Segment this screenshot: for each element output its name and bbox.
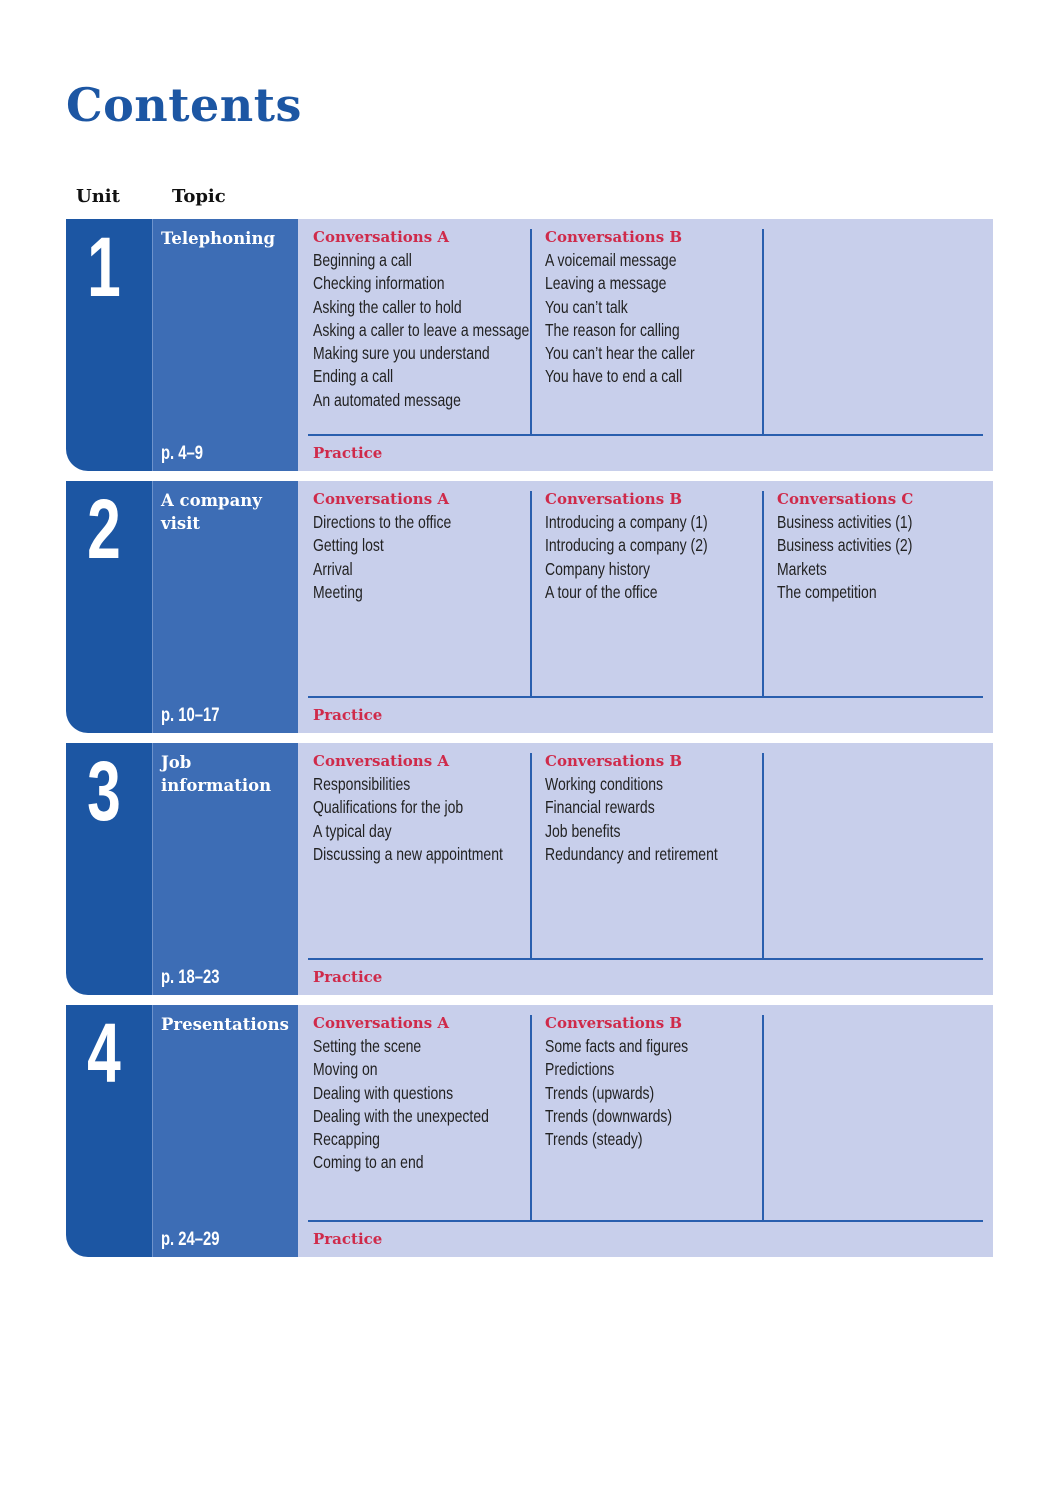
column-divider bbox=[530, 753, 532, 959]
conversation-item: Asking a caller to leave a message bbox=[313, 319, 530, 340]
conversation-list bbox=[545, 773, 767, 866]
conversation-item: The competition bbox=[777, 581, 877, 602]
conversation-item: A typical day bbox=[313, 820, 392, 841]
unit-number: 1 bbox=[87, 220, 121, 314]
conversations-column bbox=[777, 1015, 999, 1221]
conversation-item: An automated message bbox=[313, 389, 461, 410]
page-range: p. 18–23 bbox=[161, 967, 220, 988]
conversation-item: Arrival bbox=[313, 558, 353, 579]
column-divider bbox=[762, 1015, 764, 1221]
conversations-title: Conversations A bbox=[313, 1014, 450, 1032]
unit-number: 4 bbox=[87, 1006, 121, 1100]
conversation-list bbox=[545, 249, 767, 389]
conversation-item: Responsibilities bbox=[313, 774, 411, 794]
conversations-block bbox=[298, 743, 993, 995]
column-divider bbox=[530, 1015, 532, 1221]
topic-block bbox=[152, 219, 298, 471]
conversation-item: A tour of the office bbox=[545, 581, 658, 602]
conversation-item: Directions to the office bbox=[313, 512, 452, 532]
conversations-column bbox=[313, 1015, 535, 1221]
conversations-title: Conversations A bbox=[313, 490, 450, 508]
practice-divider bbox=[308, 1220, 983, 1222]
topic-block bbox=[152, 481, 298, 733]
topic-block bbox=[152, 1005, 298, 1257]
conversation-item: Beginning a call bbox=[313, 250, 412, 270]
practice-divider bbox=[308, 696, 983, 698]
conversation-list bbox=[777, 511, 999, 604]
conversation-item: Qualifications for the job bbox=[313, 797, 464, 818]
conversation-item: Working conditions bbox=[545, 774, 664, 794]
conversations-block bbox=[298, 481, 993, 733]
conversation-item: Job benefits bbox=[545, 820, 621, 841]
practice-divider bbox=[308, 958, 983, 960]
conversation-item: Getting lost bbox=[313, 535, 384, 556]
practice-label: Practice bbox=[313, 706, 383, 724]
conversation-item: You can’t talk bbox=[545, 296, 628, 317]
conversation-item: Discussing a new appointment bbox=[313, 843, 503, 864]
column-divider bbox=[762, 229, 764, 435]
unit-column-header: Unit bbox=[76, 186, 120, 207]
unit-row-2 bbox=[66, 481, 993, 733]
conversation-item: Ending a call bbox=[313, 366, 394, 387]
conversation-list bbox=[313, 511, 535, 604]
conversations-column bbox=[777, 491, 999, 697]
conversations-title: Conversations B bbox=[545, 490, 683, 508]
conversations-column bbox=[545, 1015, 767, 1221]
conversation-list bbox=[313, 249, 535, 412]
column-divider bbox=[530, 229, 532, 435]
topic-name: Telephoning bbox=[161, 229, 275, 248]
conversation-item: Making sure you understand bbox=[313, 343, 490, 364]
conversation-item: Business activities (1) bbox=[777, 512, 913, 532]
conversation-item: You have to end a call bbox=[545, 366, 683, 387]
conversations-title: Conversations B bbox=[545, 228, 683, 246]
conversations-column bbox=[545, 229, 767, 435]
conversation-item: Markets bbox=[777, 558, 827, 579]
conversation-item: Coming to an end bbox=[313, 1152, 424, 1173]
topic-name: Job information bbox=[161, 753, 272, 795]
topic-name: Presentations bbox=[161, 1015, 289, 1034]
column-divider bbox=[762, 491, 764, 697]
page-range: p. 24–29 bbox=[161, 1229, 220, 1250]
conversation-item: Introducing a company (1) bbox=[545, 512, 708, 532]
conversations-title: Conversations A bbox=[313, 228, 450, 246]
conversations-column bbox=[313, 753, 535, 959]
conversation-item: Setting the scene bbox=[313, 1036, 422, 1056]
conversation-item: Financial rewards bbox=[545, 797, 655, 818]
practice-label: Practice bbox=[313, 1230, 383, 1248]
conversation-item: Business activities (2) bbox=[777, 535, 913, 556]
conversation-item: A voicemail message bbox=[545, 250, 677, 270]
unit-number: 3 bbox=[87, 744, 121, 838]
conversation-item: Asking the caller to hold bbox=[313, 296, 462, 317]
conversations-column bbox=[777, 753, 999, 959]
conversation-item: Dealing with questions bbox=[313, 1082, 454, 1103]
unit-number-block bbox=[66, 481, 152, 733]
conversations-block bbox=[298, 219, 993, 471]
practice-label: Practice bbox=[313, 968, 383, 986]
conversations-column bbox=[313, 229, 535, 435]
conversation-item: The reason for calling bbox=[545, 319, 680, 340]
conversation-item: Predictions bbox=[545, 1059, 615, 1080]
unit-number: 2 bbox=[87, 482, 121, 576]
conversation-item: Checking information bbox=[313, 273, 445, 294]
conversation-item: Trends (downwards) bbox=[545, 1105, 673, 1126]
conversation-list bbox=[313, 1035, 535, 1175]
conversation-item: Trends (upwards) bbox=[545, 1082, 655, 1103]
conversation-list bbox=[313, 773, 535, 866]
conversations-column bbox=[777, 229, 999, 435]
conversations-title: Conversations A bbox=[313, 752, 450, 770]
page-range: p. 10–17 bbox=[161, 705, 220, 726]
conversation-item: Meeting bbox=[313, 581, 363, 602]
conversation-item: Moving on bbox=[313, 1059, 378, 1080]
unit-number-block bbox=[66, 743, 152, 995]
conversation-item: Leaving a message bbox=[545, 273, 667, 294]
conversations-title: Conversations B bbox=[545, 752, 683, 770]
topic-column-header: Topic bbox=[172, 186, 226, 207]
conversations-title: Conversations B bbox=[545, 1014, 683, 1032]
conversation-item: You can’t hear the caller bbox=[545, 343, 695, 364]
conversation-list bbox=[545, 1035, 767, 1151]
conversation-item: Redundancy and retirement bbox=[545, 843, 718, 864]
conversations-title: Conversations C bbox=[777, 490, 914, 508]
unit-number-block bbox=[66, 219, 152, 471]
practice-label: Practice bbox=[313, 444, 383, 462]
conversations-column bbox=[545, 753, 767, 959]
unit-row-1 bbox=[66, 219, 993, 471]
unit-number-block bbox=[66, 1005, 152, 1257]
conversation-list bbox=[545, 511, 767, 604]
conversations-column bbox=[313, 491, 535, 697]
unit-row-4 bbox=[66, 1005, 993, 1257]
column-divider bbox=[762, 753, 764, 959]
column-divider bbox=[530, 491, 532, 697]
conversation-item: Trends (steady) bbox=[545, 1129, 643, 1150]
conversation-item: Recapping bbox=[313, 1129, 380, 1150]
conversations-column bbox=[545, 491, 767, 697]
page-title: Contents bbox=[66, 78, 302, 132]
page-range: p. 4–9 bbox=[161, 443, 204, 464]
conversations-block bbox=[298, 1005, 993, 1257]
conversation-item: Company history bbox=[545, 558, 651, 579]
conversation-item: Some facts and figures bbox=[545, 1036, 689, 1056]
conversation-item: Dealing with the unexpected bbox=[313, 1105, 489, 1126]
topic-block bbox=[152, 743, 298, 995]
unit-row-3 bbox=[66, 743, 993, 995]
topic-name: A company visit bbox=[161, 491, 262, 533]
practice-divider bbox=[308, 434, 983, 436]
conversation-item: Introducing a company (2) bbox=[545, 535, 708, 556]
